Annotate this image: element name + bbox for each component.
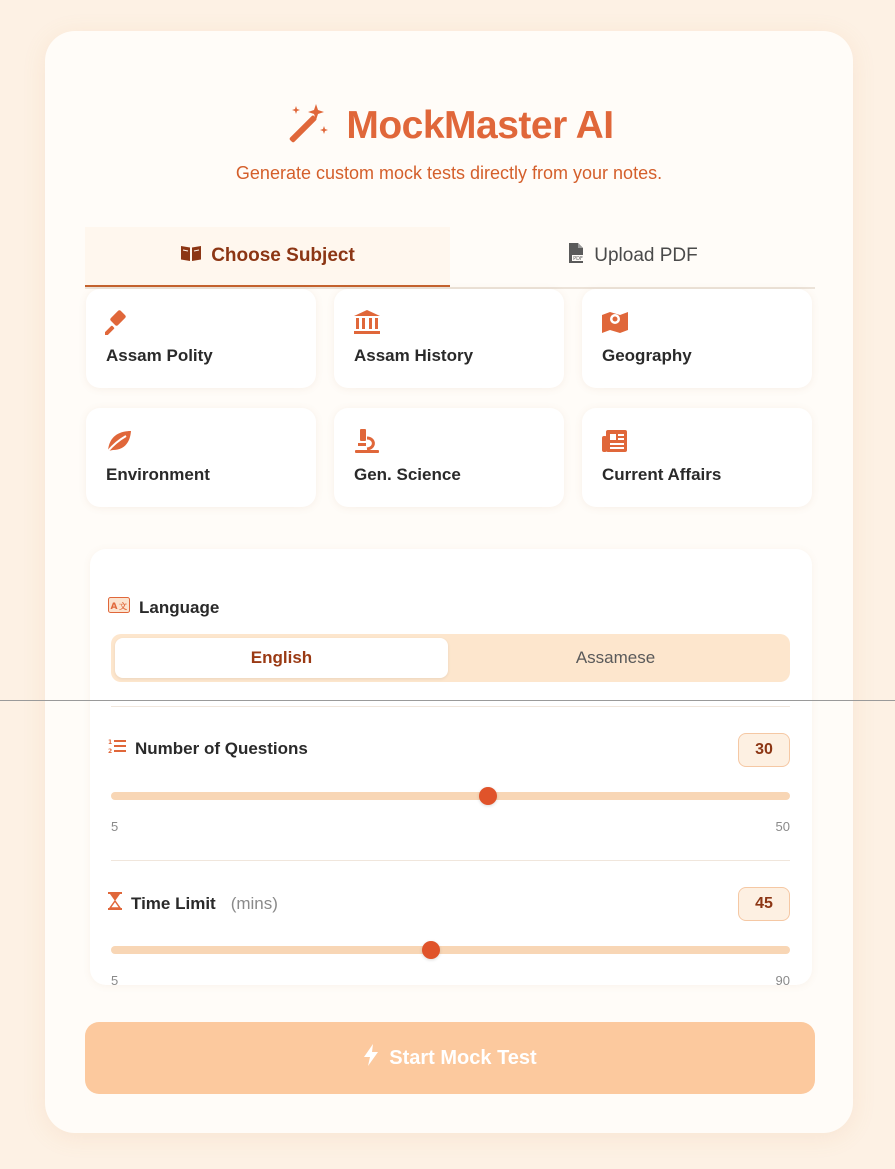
bolt-icon [363, 1044, 379, 1072]
subject-label: Environment [106, 465, 210, 484]
app-subtitle: Generate custom mock tests directly from your notes. [235, 163, 663, 183]
divider [111, 706, 790, 707]
gavel-icon [105, 309, 133, 340]
subject-card-environment[interactable] [86, 408, 316, 507]
map-icon [601, 309, 629, 340]
app-title: MockMaster AI [346, 104, 614, 147]
tab-label: Choose Subject [211, 245, 355, 266]
language-toggle [111, 634, 790, 682]
book-icon [180, 244, 202, 268]
microscope-icon [353, 428, 381, 459]
landmark-icon [353, 309, 381, 340]
time-value-badge: 45 [738, 887, 790, 921]
main-card [45, 31, 853, 1133]
start-button-label: Start Mock Test [389, 1046, 537, 1069]
subject-card-current-affairs[interactable] [582, 408, 812, 507]
questions-slider[interactable] [111, 792, 790, 800]
questions-label [108, 738, 308, 759]
tab-bar [85, 227, 815, 289]
subject-label: Assam History [354, 346, 474, 365]
svg-text:2: 2 [108, 748, 113, 754]
time-max: 90 [775, 973, 790, 988]
questions-value-badge: 30 [738, 733, 790, 767]
questions-max: 50 [775, 819, 790, 834]
time-slider[interactable] [111, 946, 790, 954]
questions-label-text: Number of Questions [135, 738, 308, 758]
language-option-assamese[interactable]: Assamese [575, 648, 656, 667]
subject-card-assam-history[interactable] [334, 289, 564, 388]
header [45, 97, 853, 155]
language-label [108, 597, 219, 618]
tab-choose-subject[interactable] [85, 227, 450, 287]
tab-upload-pdf[interactable] [450, 227, 815, 285]
settings-panel [90, 549, 812, 988]
magic-wand-icon [284, 100, 332, 153]
subject-card-gen-science[interactable] [334, 408, 564, 507]
subject-label: Assam Polity [106, 346, 213, 365]
tab-label: Upload PDF [594, 245, 698, 266]
newspaper-icon [601, 428, 629, 459]
svg-text:PDF: PDF [573, 256, 584, 262]
language-option-english[interactable]: English [115, 638, 448, 678]
pdf-file-icon [567, 242, 585, 270]
subject-label: Geography [602, 346, 692, 365]
questions-slider-thumb[interactable] [479, 787, 497, 805]
time-min: 5 [111, 973, 119, 988]
subject-card-geography[interactable] [582, 289, 812, 388]
hourglass-icon [108, 892, 122, 915]
time-label [108, 892, 278, 915]
language-label-text: Language [139, 597, 220, 617]
numbered-list-icon [108, 738, 126, 759]
svg-text:1: 1 [108, 739, 113, 746]
time-slider-thumb[interactable] [422, 941, 440, 959]
time-label-text: Time Limit [131, 893, 216, 913]
start-mock-test-button[interactable] [85, 1022, 815, 1094]
subject-label: Gen. Science [354, 465, 461, 484]
translate-icon [108, 597, 130, 618]
leaf-icon [105, 428, 133, 459]
time-unit: (mins) [230, 893, 278, 913]
divider [111, 860, 790, 861]
subject-card-assam-polity[interactable] [86, 289, 316, 388]
svg-text:文: 文 [119, 602, 127, 611]
subject-label: Current Affairs [602, 465, 722, 484]
screen-divider-line [0, 700, 895, 701]
questions-min: 5 [111, 819, 119, 834]
svg-text:A: A [110, 602, 118, 612]
